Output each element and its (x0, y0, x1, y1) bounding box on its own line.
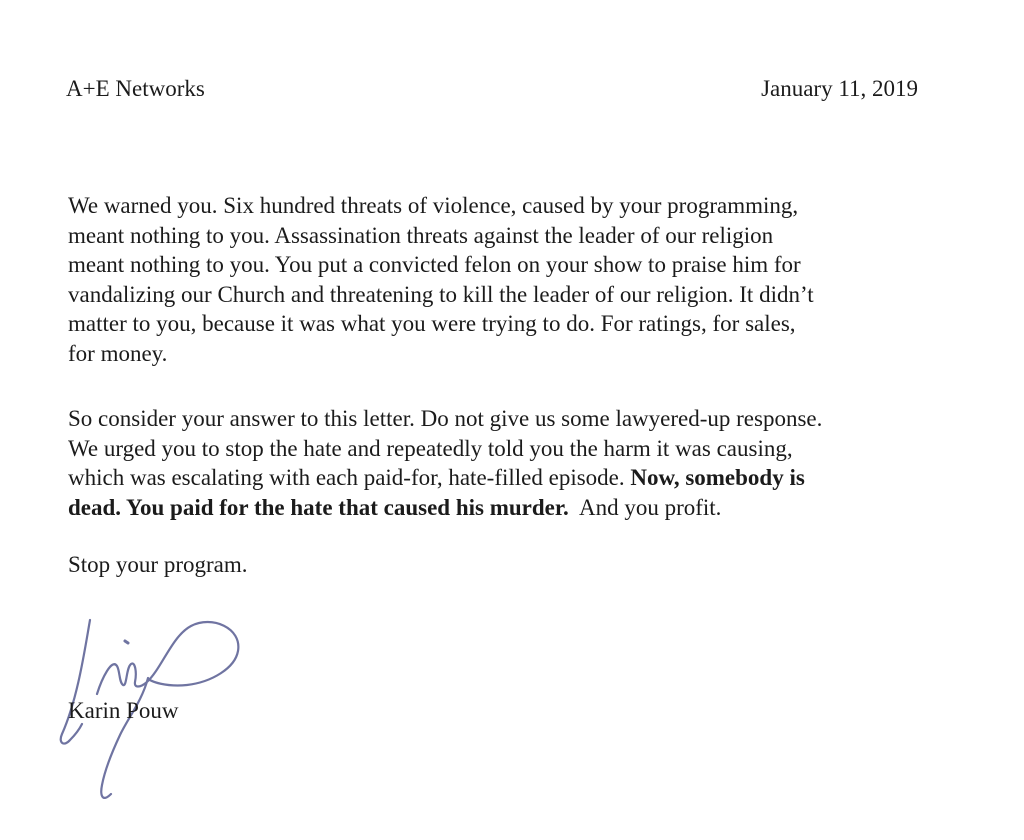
text-line: for money. (68, 340, 168, 366)
text-line: We warned you. Six hundred threats of violence, caused by your programming, (68, 193, 799, 218)
letter-body (68, 191, 948, 580)
text-line: which was escalating with each paid-for, hate-filled episode. Now, somebody is (68, 465, 805, 490)
paragraph (68, 550, 948, 580)
text-line: We urged you to stop the hate and repeatedly told you the harm it was causing, (68, 435, 793, 461)
text-line: meant nothing to you. Assassination threats against the leader of our religion (68, 222, 774, 248)
letter-header (66, 74, 918, 103)
recipient: A+E Networks (66, 76, 205, 101)
text-line: matter to you, because it was what you were trying to do. For ratings, for sales, (68, 311, 796, 336)
text-line: dead. You paid for the hate that caused his murder. And you profit. (68, 494, 722, 520)
paragraph (68, 404, 948, 522)
paragraph (68, 191, 948, 368)
signatory-name: Karin Pouw (68, 698, 179, 723)
text-line: Stop your program. (68, 552, 248, 577)
signature-block (52, 606, 314, 816)
letter-date: January 11, 2019 (761, 76, 918, 101)
text-line: meant nothing to you. You put a convicted felon on your show to praise him for (68, 252, 801, 277)
text-line: vandalizing our Church and threatening to kill the leader of our religion. It didn’t (68, 281, 814, 307)
text-line: So consider your answer to this letter. Do not give us some lawyered-up response. (68, 406, 823, 431)
